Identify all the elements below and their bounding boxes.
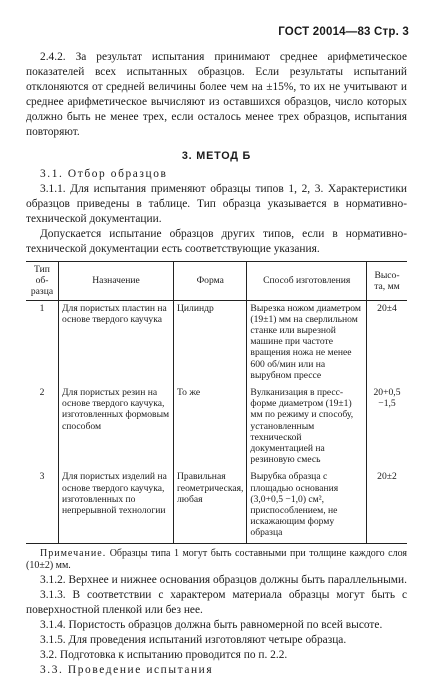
cell-form: Цилиндр xyxy=(174,300,247,385)
cell-height: 20±2 xyxy=(367,469,408,543)
col-header-name: Назначение xyxy=(59,262,174,301)
table-row xyxy=(26,300,407,385)
note-label: Примечание. xyxy=(40,547,107,559)
cell-name: Для пористых пластин на основе твердого каучука xyxy=(59,300,174,385)
col-header-type: Тип об-разца xyxy=(26,262,59,301)
document-body xyxy=(26,50,407,678)
paragraph-3-1: 3.1. Отбор образцов xyxy=(40,168,168,180)
section-title: 3. МЕТОД Б xyxy=(181,150,252,162)
cell-form: То же xyxy=(174,385,247,469)
cell-method: Вырезка ножом диаметром (19±1) мм на сверлильном станке или вырезной машине при частоте вращения ножа не менее 600 об/мин или на вырубном прессе xyxy=(247,300,367,385)
cell-form: Правильная геометрическая, любая xyxy=(174,469,247,543)
cell-method: Вулканизация в пресс-форме диаметром (19±1) мм по режиму и способу, установленным технической документацией на резиновую смесь xyxy=(247,385,367,469)
cell-type: 1 xyxy=(39,302,45,314)
paragraph-3-1-2: 3.1.2. Верхнее и нижнее основания образцов должны быть параллельными. xyxy=(40,573,407,586)
cell-type: 2 xyxy=(39,387,45,399)
table-header-row xyxy=(26,262,407,301)
page-header: ГОСТ 20014—83 Стр. 3 xyxy=(278,26,409,38)
cell-name: Для пористых изделий на основе твердого каучука, изготовленных по непрерывной технологии xyxy=(59,469,174,543)
specimen-table xyxy=(26,261,407,544)
table-row xyxy=(26,469,407,543)
paragraph-3-1-1-b: Допускается испытание образцов других типов, если в нормативно-технической документации есть соответствующие указания. xyxy=(26,228,407,255)
cell-method: Вырубка образца с площадью основания (3,0+0,5 −1,0) см², приспособлением, не искажающим форму образца xyxy=(247,469,367,543)
paragraph-3-1-5: 3.1.5. Для проведения испытаний изготовляют четыре образца. xyxy=(40,633,347,646)
cell-type: 3 xyxy=(39,471,45,483)
col-header-form: Форма xyxy=(174,262,247,301)
paragraph-3-3: 3.3. Проведение испытания xyxy=(40,663,214,676)
cell-height: 20+0,5 −1,5 xyxy=(367,385,408,469)
table-row xyxy=(26,385,407,469)
cell-name: Для пористых резин на основе твердого каучука, изготовленных формовым способом xyxy=(59,385,174,469)
cell-height: 20±4 xyxy=(367,300,408,385)
col-header-height: Высо-та, мм xyxy=(367,262,408,301)
note-text: Образцы типа 1 могут быть составными при толщине каждого слоя (10±2) мм. xyxy=(26,547,407,572)
paragraph-3-2: 3.2. Подготовка к испытанию проводится по п. 2.2. xyxy=(40,648,288,661)
paragraph-2-4-2: 2.4.2. За результат испытания принимают среднее арифметическое показателей всех испытанных образцов. Если результаты испытаний отклоняются от средней величины более чем на ±15%, то их не учитывают и среднее арифметическое вычисляют из оставшихся образцов, число которых должно быть не менее трех, если осталось менее трех образцов, испытания повторяют. xyxy=(26,51,407,138)
col-header-method: Способ изготовления xyxy=(247,262,367,301)
paragraph-3-1-4: 3.1.4. Пористость образцов должна быть равномерной по всей высоте. xyxy=(40,618,383,631)
paragraph-3-1-1: 3.1.1. Для испытания применяют образцы типов 1, 2, 3. Характеристики образцов приведены в таблице. Тип образца указывается в нормативно-технической документации. xyxy=(26,183,407,225)
table-note xyxy=(26,548,407,573)
paragraph-3-1-3: 3.1.3. В соответствии с характером материала образцы могут быть с поверхностной пленкой или без нее. xyxy=(26,588,407,616)
